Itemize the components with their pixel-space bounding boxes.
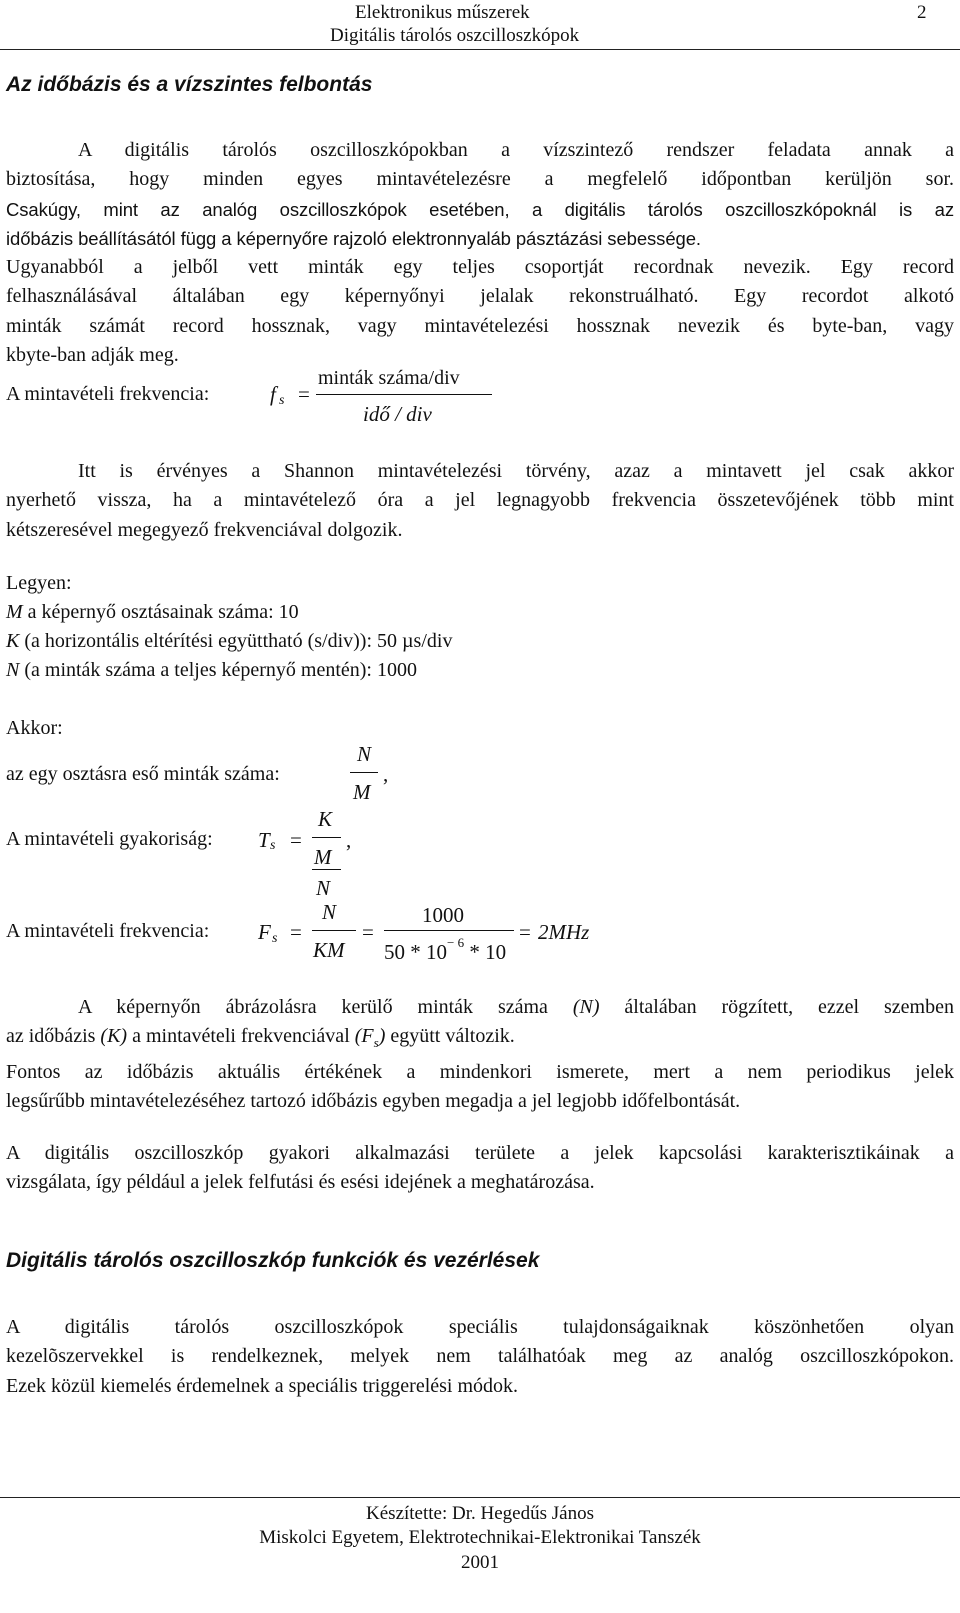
text-line: Itt is érvényes a Shannon mintavételezési törvény, azaz a mintavett jel csak akkor (78, 460, 954, 482)
footer-year: 2001 (461, 1552, 499, 1573)
header-subtitle: Digitális tárolós oszcilloszkópok (330, 25, 580, 46)
legyen-k (6, 630, 452, 653)
formula3-comma: , (346, 828, 352, 852)
var-n: N (6, 659, 20, 681)
formula-numerator: minták száma/div (318, 367, 460, 389)
formula4-var: F (258, 920, 271, 944)
fraction-bar (350, 772, 378, 773)
text-line: A digitális oszcilloszkóp gyakori alkalmazási területe a jelek kapcsolási karakterisztikáinak a (6, 1142, 954, 1164)
formula4-eq1: = (290, 920, 302, 944)
formula4-eq2: = (362, 920, 374, 944)
formula-denominator: idő / div (363, 402, 432, 426)
text-line: vizsgálata, így például a jelek felfutási és esési idejének a meghatározása. (6, 1171, 595, 1194)
legyen-n (6, 659, 417, 682)
fraction-bar (312, 869, 341, 870)
paragraph-timebase (6, 993, 954, 1116)
formula4-sub: s (272, 931, 278, 946)
fraction-bar (312, 837, 341, 838)
footer-author: Készítette: Dr. Hegedűs János (366, 1503, 594, 1524)
header-rule (0, 49, 960, 50)
footer-rule (0, 1497, 960, 1498)
text-line: Ugyanabból a jelből vett minták egy teljes csoportját recordnak nevezik. Egy record (6, 256, 954, 279)
formula3-num: K (318, 807, 333, 831)
fraction-bar (316, 394, 492, 395)
formula-eq: = (298, 382, 310, 406)
result-value: 2MHz (538, 920, 590, 944)
legyen-m-text: a képernyő osztásainak száma: 10 (22, 601, 299, 623)
var-k: K (6, 630, 20, 652)
formula3-label: A mintavételi gyakoriság: (6, 828, 213, 850)
text-line: A képernyőn ábrázolásra kerülő minták száma (N) általában rögzített, ezzel szemben (78, 996, 954, 1018)
section-heading-functions: Digitális tárolós oszcilloszkóp funkciók és vezérlések (6, 1249, 540, 1272)
formula4-result (538, 920, 589, 945)
var-m: M (6, 601, 23, 623)
formula3-sub: s (270, 838, 276, 853)
legyen-title: Legyen: (6, 572, 72, 594)
text-line: biztosítása, hogy minden egyes mintavételezésre a megfelelő időpontban kerüljön sor. (6, 168, 954, 191)
text-line: Ezek közül kiemelés érdemelnek a speciális triggerelési módok. (6, 1374, 519, 1397)
text-line: Fontos az időbázis aktuális értékének a mindenkori ismerete, mert a nem periodikus jelek (6, 1060, 954, 1083)
akkor-title: Akkor: (6, 717, 63, 739)
text-line: kezelõszervekkel is rendelkeznek, melyek nem találhatóak meg az analóg oszcilloszkópokon. (6, 1345, 954, 1368)
den-part: 50 * 10 (384, 940, 447, 964)
formula2-den: M (353, 780, 371, 804)
paragraph-shannon (6, 457, 954, 545)
formula-label: A mintavételi frekvencia: (6, 383, 210, 405)
section-heading-timebase: Az időbázis és a vízszintes felbontás (6, 73, 373, 96)
formula4-num2: 1000 (422, 903, 464, 927)
formula4-num1: N (322, 900, 337, 924)
formula3-den: M (314, 845, 332, 869)
den-part: * 10 (464, 940, 507, 964)
formula4-den2 (384, 935, 507, 965)
paragraph-application (6, 1139, 954, 1198)
text-line: kbyte-ban adják meg. (6, 344, 179, 367)
text-line: felhasználásával általában egy képernyőnyi jelalak rekonstruálható. Egy recordot alkotó (6, 285, 954, 308)
legyen-k-text: (a horizontális eltérítési együttható (s/div)): 50 µs/div (19, 630, 453, 652)
formula2-comma: , (383, 762, 389, 786)
den-exponent: − 6 (447, 935, 465, 950)
formula-sub: s (279, 393, 285, 408)
formula-var: f (270, 382, 276, 406)
footer-institution: Miskolci Egyetem, Elektrotechnikai-Elektronikai Tanszék (259, 1527, 701, 1548)
formula3-var: T (258, 828, 270, 852)
page-number: 2 (917, 2, 927, 23)
legyen-n-text: (a minták száma a teljes képernyő mentén): 1000 (19, 659, 417, 681)
header-title: Elektronikus műszerek (355, 2, 530, 23)
text-line: minták számát record hossznak, vagy mintavételezési hossznak nevezik és byte-ban, vagy (6, 314, 954, 337)
paragraph-intro (6, 136, 954, 370)
text-line: Csakúgy, mint az analóg oszcilloszkópok esetében, a digitális tárolós oszcilloszkópoknál is az (6, 198, 954, 220)
formula2-label: az egy osztásra eső minták száma: (6, 763, 280, 785)
formula4-den1: KM (313, 938, 345, 962)
formula4-label: A mintavételi frekvencia: (6, 920, 210, 942)
text-line: A digitális tárolós oszcilloszkópokban a vízszintező rendszer feladata annak a (78, 139, 954, 161)
formula3-eq: = (290, 828, 302, 852)
formula4-eq3: = (519, 920, 531, 944)
fraction-bar (384, 930, 514, 931)
paragraph-controls (6, 1313, 954, 1401)
text-line: kétszeresével megegyező frekvenciával dolgozik. (6, 518, 403, 541)
formula2-num: N (357, 742, 372, 766)
formula3-extra: N (316, 876, 331, 900)
text-line: A digitális tárolós oszcilloszkópok speciális tulajdonságaiknak köszönhetően olyan (6, 1316, 954, 1338)
text-line: időbázis beállításától függ a képernyőre rajzoló elektronnyaláb pásztázási sebessége. (6, 227, 701, 249)
fraction-bar (312, 930, 356, 931)
text-line: legsűrűbb mintavételezéséhez tartozó időbázis egyben megadja a jel legjobb időfelbontását. (6, 1089, 741, 1112)
text-line: az időbázis (K) a mintavételi frekvenciával $(F_s)$ együtt változik. (6, 1025, 515, 1051)
text-line: nyerhető vissza, ha a mintavételező óra a jel legnagyobb frekvencia összetevőjének több mint (6, 489, 954, 512)
legyen-m (6, 601, 299, 624)
